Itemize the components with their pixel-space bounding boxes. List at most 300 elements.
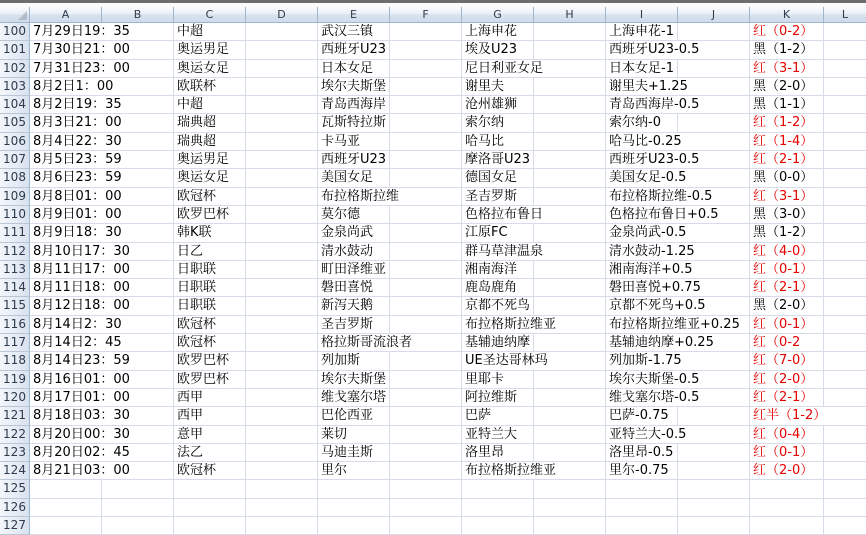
cell-F111[interactable]: [390, 224, 462, 242]
cell-I117[interactable]: [606, 334, 714, 352]
cell-H125[interactable]: [534, 480, 606, 498]
cell-A106[interactable]: [30, 133, 122, 151]
cell-E115[interactable]: [318, 297, 390, 315]
cell-I108[interactable]: [606, 169, 687, 187]
cell-F110[interactable]: [390, 206, 462, 224]
cell-L117[interactable]: [824, 334, 866, 352]
cell-D123[interactable]: [246, 444, 318, 462]
cell-J122[interactable]: [678, 426, 750, 444]
cell-E126[interactable]: [318, 499, 390, 517]
cell-G125[interactable]: [462, 480, 534, 498]
cell-K106[interactable]: [750, 133, 824, 151]
cell-K103[interactable]: [750, 78, 824, 96]
cell-D100[interactable]: [246, 23, 318, 41]
cell-L108[interactable]: [824, 169, 866, 187]
cell-D114[interactable]: [246, 279, 318, 297]
cell-D125[interactable]: [246, 480, 318, 498]
cell-A123[interactable]: [30, 444, 130, 462]
row-header-115[interactable]: 115: [0, 297, 30, 315]
cell-J124[interactable]: [678, 462, 750, 480]
cell-E108[interactable]: [318, 169, 390, 187]
cell-E118[interactable]: [318, 352, 390, 370]
cell-I113[interactable]: [606, 261, 693, 279]
cell-L104[interactable]: [824, 96, 866, 114]
cell-D106[interactable]: [246, 133, 318, 151]
cell-I110[interactable]: [606, 206, 719, 224]
cell-G113[interactable]: [462, 261, 534, 279]
cell-I125[interactable]: [606, 480, 678, 498]
cell-G101[interactable]: [462, 41, 534, 59]
cell-H120[interactable]: [534, 389, 606, 407]
cell-G117[interactable]: [462, 334, 534, 352]
cell-F120[interactable]: [390, 389, 462, 407]
cell-H109[interactable]: [534, 188, 606, 206]
cell-H104[interactable]: [534, 96, 606, 114]
cell-A110[interactable]: [30, 206, 122, 224]
column-header-F[interactable]: F: [390, 7, 462, 23]
cell-A127[interactable]: [30, 517, 102, 535]
row-header-105[interactable]: 105: [0, 114, 30, 132]
cell-I101[interactable]: [606, 41, 700, 59]
cell-G107[interactable]: [462, 151, 534, 169]
cell-C111[interactable]: [174, 224, 246, 242]
cell-D105[interactable]: [246, 114, 318, 132]
cell-K104[interactable]: [750, 96, 824, 114]
column-header-E[interactable]: E: [318, 7, 390, 23]
cell-A102[interactable]: [30, 60, 130, 78]
cell-J100[interactable]: [678, 23, 750, 41]
cell-I107[interactable]: [606, 151, 700, 169]
cell-A105[interactable]: [30, 114, 122, 132]
cell-I126[interactable]: [606, 499, 678, 517]
row-header-123[interactable]: 123: [0, 444, 30, 462]
cell-D118[interactable]: [246, 352, 318, 370]
cell-L119[interactable]: [824, 371, 866, 389]
row-header-107[interactable]: 107: [0, 151, 30, 169]
cell-A113[interactable]: [30, 261, 130, 279]
cell-G118[interactable]: [462, 352, 548, 370]
cell-G106[interactable]: [462, 133, 534, 151]
row-header-126[interactable]: 126: [0, 499, 30, 517]
cell-C108[interactable]: [174, 169, 246, 187]
cell-I109[interactable]: [606, 188, 713, 206]
cell-L116[interactable]: [824, 316, 866, 334]
cell-G116[interactable]: [462, 316, 557, 334]
cell-F121[interactable]: [390, 407, 462, 425]
cell-E100[interactable]: [318, 23, 390, 41]
cell-C125[interactable]: [174, 480, 246, 498]
cell-H117[interactable]: [534, 334, 606, 352]
cell-H126[interactable]: [534, 499, 606, 517]
cell-H108[interactable]: [534, 169, 606, 187]
row-header-113[interactable]: 113: [0, 261, 30, 279]
row-header-101[interactable]: 101: [0, 41, 30, 59]
cell-H122[interactable]: [534, 426, 606, 444]
cell-L105[interactable]: [824, 114, 866, 132]
cell-A112[interactable]: [30, 243, 130, 261]
cell-F113[interactable]: [390, 261, 462, 279]
cell-F119[interactable]: [390, 371, 462, 389]
cell-I120[interactable]: [606, 389, 700, 407]
cell-E116[interactable]: [318, 316, 390, 334]
cell-C113[interactable]: [174, 261, 246, 279]
cell-K123[interactable]: [750, 444, 824, 462]
row-header-103[interactable]: 103: [0, 78, 30, 96]
row-header-122[interactable]: 122: [0, 426, 30, 444]
cell-F123[interactable]: [390, 444, 462, 462]
cell-I111[interactable]: [606, 224, 687, 242]
cell-L109[interactable]: [824, 188, 866, 206]
cell-C120[interactable]: [174, 389, 246, 407]
cell-F116[interactable]: [390, 316, 462, 334]
cell-D113[interactable]: [246, 261, 318, 279]
row-header-112[interactable]: 112: [0, 243, 30, 261]
cell-B125[interactable]: [102, 480, 174, 498]
cell-K109[interactable]: [750, 188, 824, 206]
cell-A107[interactable]: [30, 151, 122, 169]
cell-L113[interactable]: [824, 261, 866, 279]
cell-A126[interactable]: [30, 499, 102, 517]
cell-E127[interactable]: [318, 517, 390, 535]
cell-E117[interactable]: [318, 334, 413, 352]
cell-J111[interactable]: [678, 224, 750, 242]
cell-G112[interactable]: [462, 243, 544, 261]
cell-C116[interactable]: [174, 316, 246, 334]
cell-L124[interactable]: [824, 462, 866, 480]
cell-K110[interactable]: [750, 206, 824, 224]
cell-D103[interactable]: [246, 78, 318, 96]
cell-G122[interactable]: [462, 426, 534, 444]
cell-E122[interactable]: [318, 426, 390, 444]
row-header-106[interactable]: 106: [0, 133, 30, 151]
cell-C102[interactable]: [174, 60, 246, 78]
cell-F107[interactable]: [390, 151, 462, 169]
cell-F122[interactable]: [390, 426, 462, 444]
cell-L112[interactable]: [824, 243, 866, 261]
cell-K124[interactable]: [750, 462, 824, 480]
cell-L126[interactable]: [824, 499, 866, 517]
cell-I102[interactable]: [606, 60, 678, 78]
cell-C107[interactable]: [174, 151, 246, 169]
cell-E107[interactable]: [318, 151, 390, 169]
cell-D111[interactable]: [246, 224, 318, 242]
cell-E103[interactable]: [318, 78, 390, 96]
cell-F115[interactable]: [390, 297, 462, 315]
cell-K119[interactable]: [750, 371, 824, 389]
cell-I105[interactable]: [606, 114, 678, 132]
cell-G100[interactable]: [462, 23, 534, 41]
cell-A117[interactable]: [30, 334, 122, 352]
cell-E112[interactable]: [318, 243, 390, 261]
cell-G114[interactable]: [462, 279, 534, 297]
cell-G103[interactable]: [462, 78, 534, 96]
cell-D115[interactable]: [246, 297, 318, 315]
cell-L122[interactable]: [824, 426, 866, 444]
cell-H114[interactable]: [534, 279, 606, 297]
cell-K118[interactable]: [750, 352, 824, 370]
cell-C112[interactable]: [174, 243, 246, 261]
cell-H105[interactable]: [534, 114, 606, 132]
cell-D112[interactable]: [246, 243, 318, 261]
cell-E109[interactable]: [318, 188, 400, 206]
cell-K100[interactable]: [750, 23, 824, 41]
cell-G126[interactable]: [462, 499, 534, 517]
cell-F124[interactable]: [390, 462, 462, 480]
cell-A124[interactable]: [30, 462, 130, 480]
cell-L127[interactable]: [824, 517, 866, 535]
cell-A109[interactable]: [30, 188, 122, 206]
cell-H101[interactable]: [534, 41, 606, 59]
cell-I104[interactable]: [606, 96, 700, 114]
cell-K105[interactable]: [750, 114, 824, 132]
cell-D126[interactable]: [246, 499, 318, 517]
cell-G110[interactable]: [462, 206, 544, 224]
cell-I100[interactable]: [606, 23, 678, 41]
cell-F101[interactable]: [390, 41, 462, 59]
cell-J106[interactable]: [678, 133, 750, 151]
cell-L110[interactable]: [824, 206, 866, 224]
row-header-127[interactable]: 127: [0, 517, 30, 535]
cell-G111[interactable]: [462, 224, 534, 242]
cell-A114[interactable]: [30, 279, 130, 297]
cell-I115[interactable]: [606, 297, 706, 315]
cell-A118[interactable]: [30, 352, 130, 370]
cell-B127[interactable]: [102, 517, 174, 535]
row-header-124[interactable]: 124: [0, 462, 30, 480]
cell-J125[interactable]: [678, 480, 750, 498]
cell-L106[interactable]: [824, 133, 866, 151]
cell-A120[interactable]: [30, 389, 130, 407]
cell-D117[interactable]: [246, 334, 318, 352]
cell-L115[interactable]: [824, 297, 866, 315]
cell-J108[interactable]: [678, 169, 750, 187]
cell-F118[interactable]: [390, 352, 462, 370]
cell-F104[interactable]: [390, 96, 462, 114]
cell-J126[interactable]: [678, 499, 750, 517]
cell-C100[interactable]: [174, 23, 246, 41]
cell-G105[interactable]: [462, 114, 534, 132]
cell-K107[interactable]: [750, 151, 824, 169]
cell-K111[interactable]: [750, 224, 824, 242]
cell-H103[interactable]: [534, 78, 606, 96]
row-header-111[interactable]: 111: [0, 224, 30, 242]
column-header-G[interactable]: G: [462, 7, 534, 23]
row-header-125[interactable]: 125: [0, 480, 30, 498]
cell-L118[interactable]: [824, 352, 866, 370]
cell-F103[interactable]: [390, 78, 462, 96]
cell-K125[interactable]: [750, 480, 824, 498]
cell-J118[interactable]: [678, 352, 750, 370]
cell-L125[interactable]: [824, 480, 866, 498]
cell-C110[interactable]: [174, 206, 246, 224]
cell-H106[interactable]: [534, 133, 606, 151]
cell-D108[interactable]: [246, 169, 318, 187]
row-header-121[interactable]: 121: [0, 407, 30, 425]
column-header-L[interactable]: L: [824, 7, 866, 23]
cell-G108[interactable]: [462, 169, 534, 187]
cell-K117[interactable]: [750, 334, 824, 352]
cell-F112[interactable]: [390, 243, 462, 261]
cell-C104[interactable]: [174, 96, 246, 114]
cell-G102[interactable]: [462, 60, 544, 78]
cell-E120[interactable]: [318, 389, 390, 407]
cell-L111[interactable]: [824, 224, 866, 242]
cell-C101[interactable]: [174, 41, 246, 59]
row-header-100[interactable]: 100: [0, 23, 30, 41]
cell-L101[interactable]: [824, 41, 866, 59]
cell-C119[interactable]: [174, 371, 246, 389]
cell-K120[interactable]: [750, 389, 824, 407]
cell-A103[interactable]: [30, 78, 114, 96]
cell-G119[interactable]: [462, 371, 534, 389]
cell-L103[interactable]: [824, 78, 866, 96]
cell-E101[interactable]: [318, 41, 390, 59]
cell-F105[interactable]: [390, 114, 462, 132]
cell-I119[interactable]: [606, 371, 700, 389]
cell-A111[interactable]: [30, 224, 122, 242]
cell-C126[interactable]: [174, 499, 246, 517]
cell-E121[interactable]: [318, 407, 390, 425]
cell-D120[interactable]: [246, 389, 318, 407]
cell-G121[interactable]: [462, 407, 534, 425]
cell-K121[interactable]: [750, 407, 827, 425]
cell-H121[interactable]: [534, 407, 606, 425]
cell-E111[interactable]: [318, 224, 390, 242]
cell-A121[interactable]: [30, 407, 130, 425]
cell-D104[interactable]: [246, 96, 318, 114]
cell-B126[interactable]: [102, 499, 174, 517]
cell-J127[interactable]: [678, 517, 750, 535]
cell-E105[interactable]: [318, 114, 390, 132]
cell-E106[interactable]: [318, 133, 390, 151]
cell-D109[interactable]: [246, 188, 318, 206]
cell-K126[interactable]: [750, 499, 824, 517]
cell-D101[interactable]: [246, 41, 318, 59]
row-header-116[interactable]: 116: [0, 316, 30, 334]
cell-I106[interactable]: [606, 133, 682, 151]
cell-L114[interactable]: [824, 279, 866, 297]
cell-G124[interactable]: [462, 462, 557, 480]
cell-C115[interactable]: [174, 297, 246, 315]
cell-D127[interactable]: [246, 517, 318, 535]
cell-D102[interactable]: [246, 60, 318, 78]
cell-F125[interactable]: [390, 480, 462, 498]
cell-L120[interactable]: [824, 389, 866, 407]
cell-G115[interactable]: [462, 297, 534, 315]
cell-L102[interactable]: [824, 60, 866, 78]
cell-C106[interactable]: [174, 133, 246, 151]
cell-K115[interactable]: [750, 297, 824, 315]
cell-H100[interactable]: [534, 23, 606, 41]
cell-K116[interactable]: [750, 316, 824, 334]
cell-I112[interactable]: [606, 243, 695, 261]
cell-L107[interactable]: [824, 151, 866, 169]
cell-J123[interactable]: [678, 444, 750, 462]
cell-L100[interactable]: [824, 23, 866, 41]
cell-D122[interactable]: [246, 426, 318, 444]
select-all-corner[interactable]: [0, 7, 30, 23]
row-header-114[interactable]: 114: [0, 279, 30, 297]
cell-F114[interactable]: [390, 279, 462, 297]
cell-I103[interactable]: [606, 78, 688, 96]
row-header-102[interactable]: 102: [0, 60, 30, 78]
cell-C127[interactable]: [174, 517, 246, 535]
cell-F108[interactable]: [390, 169, 462, 187]
row-header-110[interactable]: 110: [0, 206, 30, 224]
cell-H127[interactable]: [534, 517, 606, 535]
cell-K127[interactable]: [750, 517, 824, 535]
row-header-119[interactable]: 119: [0, 371, 30, 389]
cell-F106[interactable]: [390, 133, 462, 151]
cell-E124[interactable]: [318, 462, 390, 480]
row-header-108[interactable]: 108: [0, 169, 30, 187]
cell-E125[interactable]: [318, 480, 390, 498]
cell-J102[interactable]: [678, 60, 750, 78]
column-header-H[interactable]: H: [534, 7, 606, 23]
row-header-104[interactable]: 104: [0, 96, 30, 114]
cell-C117[interactable]: [174, 334, 246, 352]
cell-I114[interactable]: [606, 279, 701, 297]
cell-G127[interactable]: [462, 517, 534, 535]
cell-E123[interactable]: [318, 444, 390, 462]
cell-E119[interactable]: [318, 371, 390, 389]
cell-A101[interactable]: [30, 41, 130, 59]
cell-I127[interactable]: [606, 517, 678, 535]
cell-I116[interactable]: [606, 316, 740, 334]
cell-F127[interactable]: [390, 517, 462, 535]
cell-I122[interactable]: [606, 426, 687, 444]
cell-H123[interactable]: [534, 444, 606, 462]
cell-L123[interactable]: [824, 444, 866, 462]
cell-A104[interactable]: [30, 96, 122, 114]
cell-A122[interactable]: [30, 426, 130, 444]
cell-C118[interactable]: [174, 352, 246, 370]
cell-K108[interactable]: [750, 169, 824, 187]
cell-K114[interactable]: [750, 279, 824, 297]
row-header-118[interactable]: 118: [0, 352, 30, 370]
cell-A100[interactable]: [30, 23, 130, 41]
cell-K113[interactable]: [750, 261, 824, 279]
cell-I123[interactable]: [606, 444, 678, 462]
cell-K102[interactable]: [750, 60, 824, 78]
cell-C105[interactable]: [174, 114, 246, 132]
cell-E102[interactable]: [318, 60, 390, 78]
cell-D107[interactable]: [246, 151, 318, 169]
cell-A108[interactable]: [30, 169, 122, 187]
cell-D119[interactable]: [246, 371, 318, 389]
cell-H111[interactable]: [534, 224, 606, 242]
cell-D116[interactable]: [246, 316, 318, 334]
cell-K122[interactable]: [750, 426, 824, 444]
cell-F102[interactable]: [390, 60, 462, 78]
cell-C121[interactable]: [174, 407, 246, 425]
cell-A119[interactable]: [30, 371, 130, 389]
cell-F126[interactable]: [390, 499, 462, 517]
cell-J121[interactable]: [678, 407, 750, 425]
cell-C109[interactable]: [174, 188, 246, 206]
cell-I118[interactable]: [606, 352, 682, 370]
column-header-I[interactable]: I: [606, 7, 678, 23]
cell-E113[interactable]: [318, 261, 390, 279]
cell-C114[interactable]: [174, 279, 246, 297]
cell-C123[interactable]: [174, 444, 246, 462]
cell-C122[interactable]: [174, 426, 246, 444]
cell-H115[interactable]: [534, 297, 606, 315]
cell-G120[interactable]: [462, 389, 534, 407]
cell-E104[interactable]: [318, 96, 390, 114]
cell-H113[interactable]: [534, 261, 606, 279]
cell-J105[interactable]: [678, 114, 750, 132]
